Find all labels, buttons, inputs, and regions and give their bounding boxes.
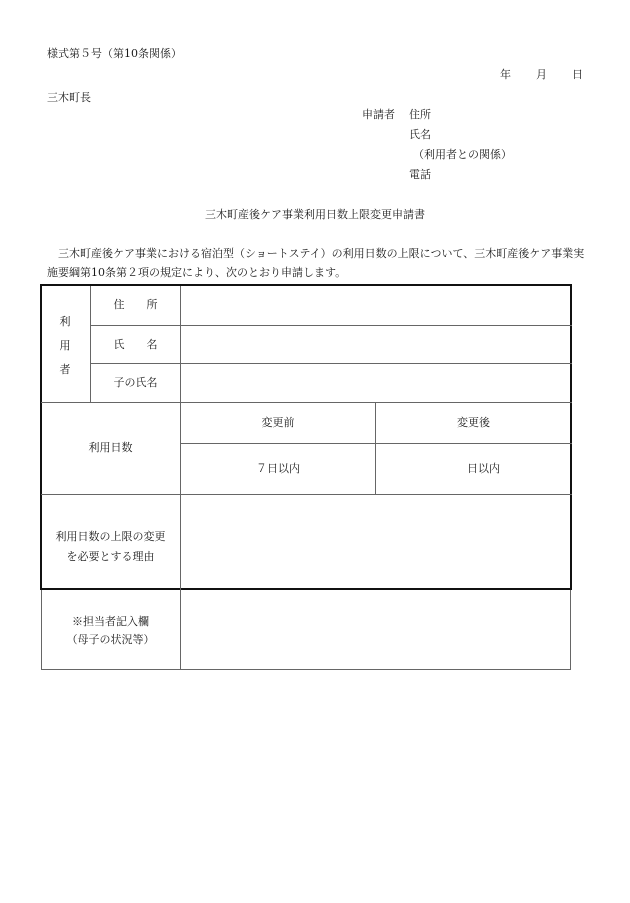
before-change-value: ７日以内 [256,462,300,475]
applicant-address-label: 住所 [409,108,431,121]
child-name-label: 子の氏名 [113,376,158,389]
user-address-label: 住 所 [113,298,158,311]
document-title: 三木町産後ケア事業利用日数上限変更申請書 [205,208,425,221]
user-label-char-2: 用 [59,339,71,352]
date-month-label: 月 [536,68,547,81]
user-address-field[interactable] [181,298,571,312]
after-change-header: 変更後 [457,416,490,429]
after-change-value[interactable]: 日以内 [467,462,500,475]
applicant-label: 申請者 [362,108,395,121]
reason-label-line1: 利用日数の上限の変更 [55,530,166,543]
user-name-label: 氏 名 [113,338,158,351]
date-year-label: 年 [500,68,511,81]
child-name-field[interactable] [181,376,571,390]
reason-label [41,527,180,567]
date-line [500,68,583,82]
staff-notes-field[interactable] [181,591,571,670]
before-change-header: 変更前 [261,416,295,429]
date-day-label: 日 [572,68,583,81]
staff-notes-line2: （母子の状況等） [66,633,155,646]
user-label-char-3: 者 [59,363,71,376]
applicant-relation-label: （利用者との関係） [413,148,512,161]
reason-label-line2: を必要とする理由 [66,550,155,563]
staff-notes-line1: ※担当者記入欄 [72,615,149,628]
body-paragraph: 三木町産後ケア事業における宿泊型（ショートステイ）の利用日数の上限について、三木町産後ケア事業実施要綱第10条第２項の規定により、次のとおり申請します。 [47,247,585,279]
user-name-field[interactable] [181,338,571,352]
form-number: 様式第５号（第10条関係） [47,47,182,60]
staff-notes-label [41,613,180,649]
user-section-label [55,310,75,382]
applicant-name-label: 氏名 [409,128,431,141]
addressee: 三木町長 [47,91,91,104]
user-label-char-1: 利 [59,315,71,328]
usage-days-label: 利用日数 [88,441,133,454]
applicant-phone-label: 電話 [409,168,431,181]
reason-field[interactable] [181,496,571,590]
